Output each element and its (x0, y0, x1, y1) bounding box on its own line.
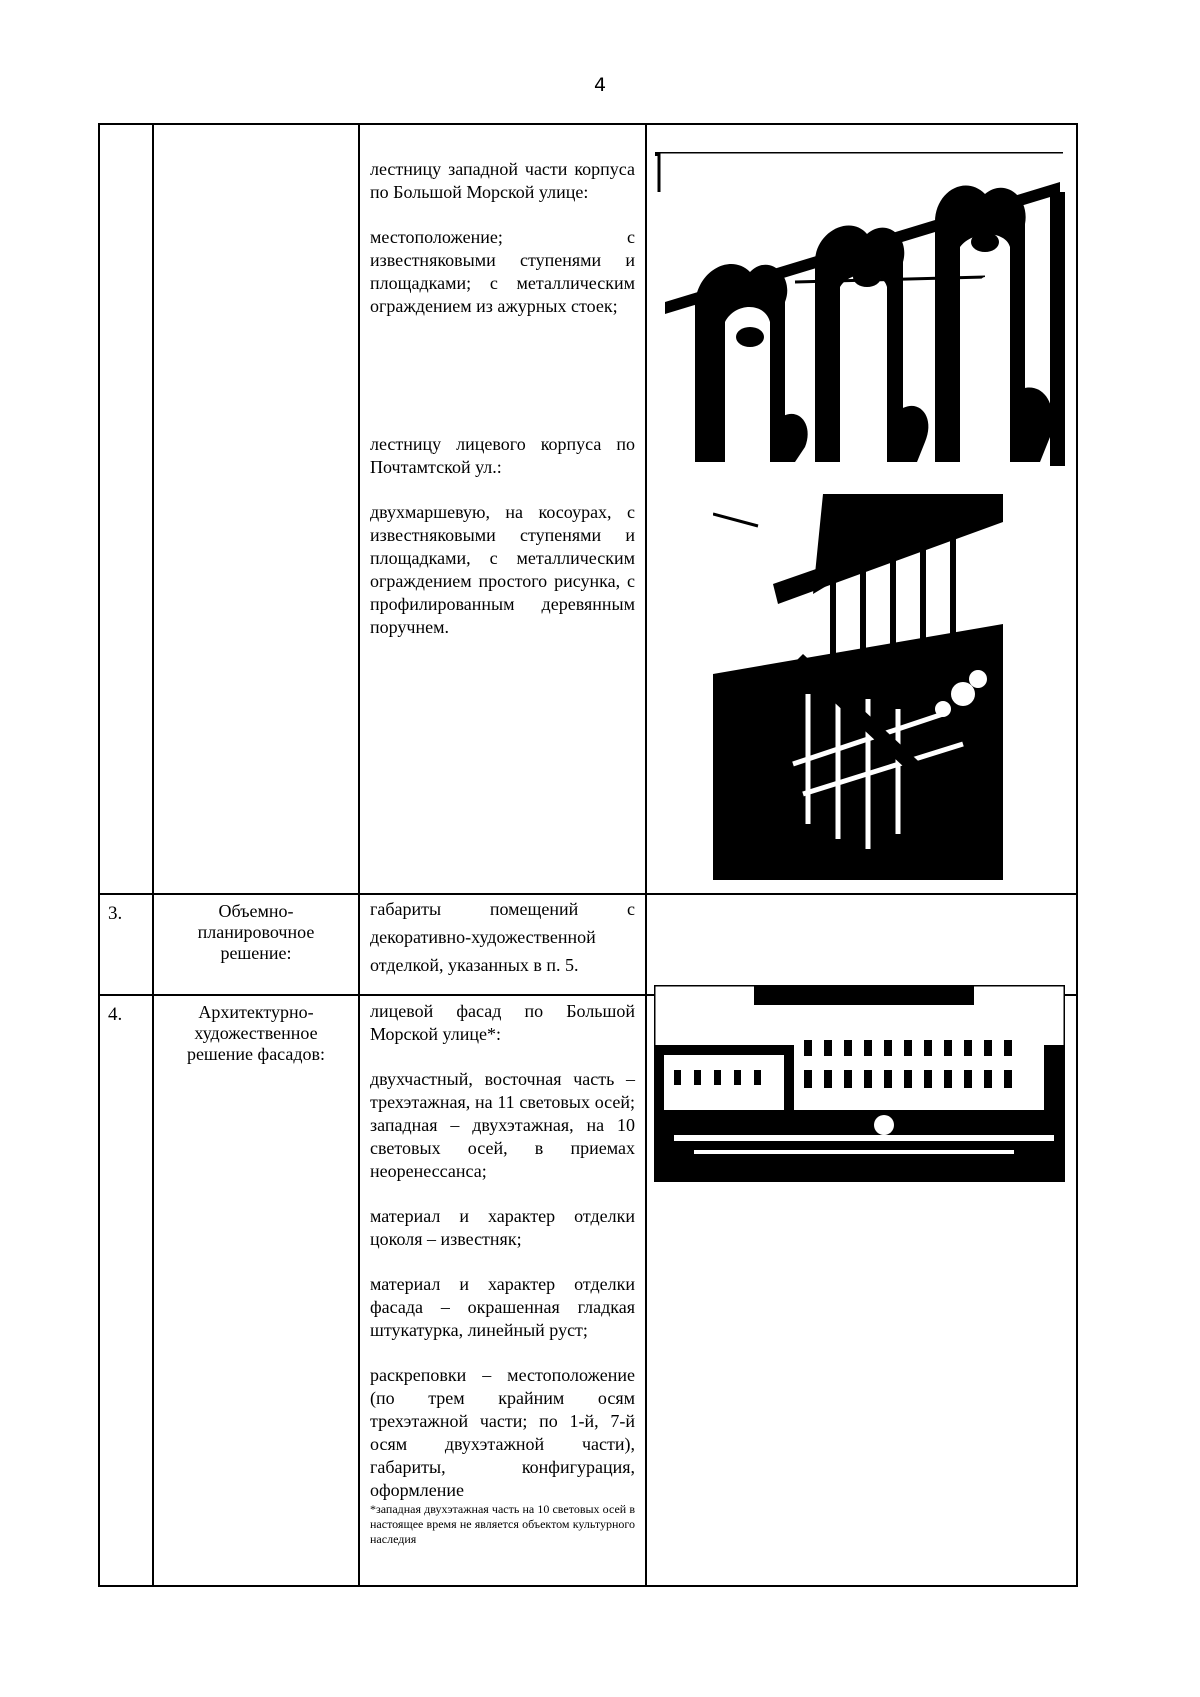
description-paragraph: лестницу лицевого корпуса по Почтамтской ул.: (370, 434, 635, 477)
section-title: Архитектурно-художественное решение фасадов: (153, 995, 359, 1586)
description-paragraph: лестницу западной части корпуса по Большой Морской улице: (370, 159, 635, 202)
description-paragraph: лицевой фасад по Большой Морской улице*: (370, 1001, 635, 1044)
staircase-photo (713, 494, 1003, 880)
page-number: 4 (593, 74, 607, 96)
description-cell (359, 124, 646, 894)
description-paragraph: габариты помещений с декоративно-художественной отделкой, указанных в п. 5. (370, 899, 635, 975)
row-number: 4. (99, 995, 153, 1586)
row-number: 3. (99, 894, 153, 995)
description-paragraph: материал и характер отделки цоколя – известняк; (370, 1206, 635, 1249)
building-facade-photo (654, 985, 1065, 1182)
description-paragraph: материал и характер отделки фасада – окрашенная гладкая штукатурка, линейный руст; (370, 1274, 635, 1340)
section-title (153, 124, 359, 894)
description-paragraph: раскреповки – местоположение (по трем крайним осям трехэтажной части; по 1-й, 7-й осям двухэтажной части), габариты, конфигурация, оформление (370, 1365, 635, 1500)
description-paragraph: двухчастный, восточная часть – трехэтажная, на 11 световых осей; западная – двухэтажная, на 10 световых осей, в приемах неоренессанса; (370, 1069, 635, 1181)
row-number (99, 124, 153, 894)
description-paragraph: местоположение; с известняковыми ступенями и площадками; с металлическим ограждением из ажурных стоек; (370, 227, 635, 316)
description-cell (359, 894, 646, 995)
section-title: Объемно-планировочное решение: (153, 894, 359, 995)
wrought-iron-railing-photo (655, 152, 1065, 466)
description-paragraph: двухмаршевую, на косоурах, с известняковыми ступенями и площадками, с металлическим ограждением простого рисунка, с профилированным деревянным поручнем. (370, 502, 635, 637)
footnote: *западная двухэтажная часть на 10 световых осей в настоящее время не является объектом культурного наследия (370, 1502, 635, 1546)
table-row (99, 894, 1077, 995)
image-cell (646, 894, 1077, 995)
description-cell (359, 995, 646, 1586)
